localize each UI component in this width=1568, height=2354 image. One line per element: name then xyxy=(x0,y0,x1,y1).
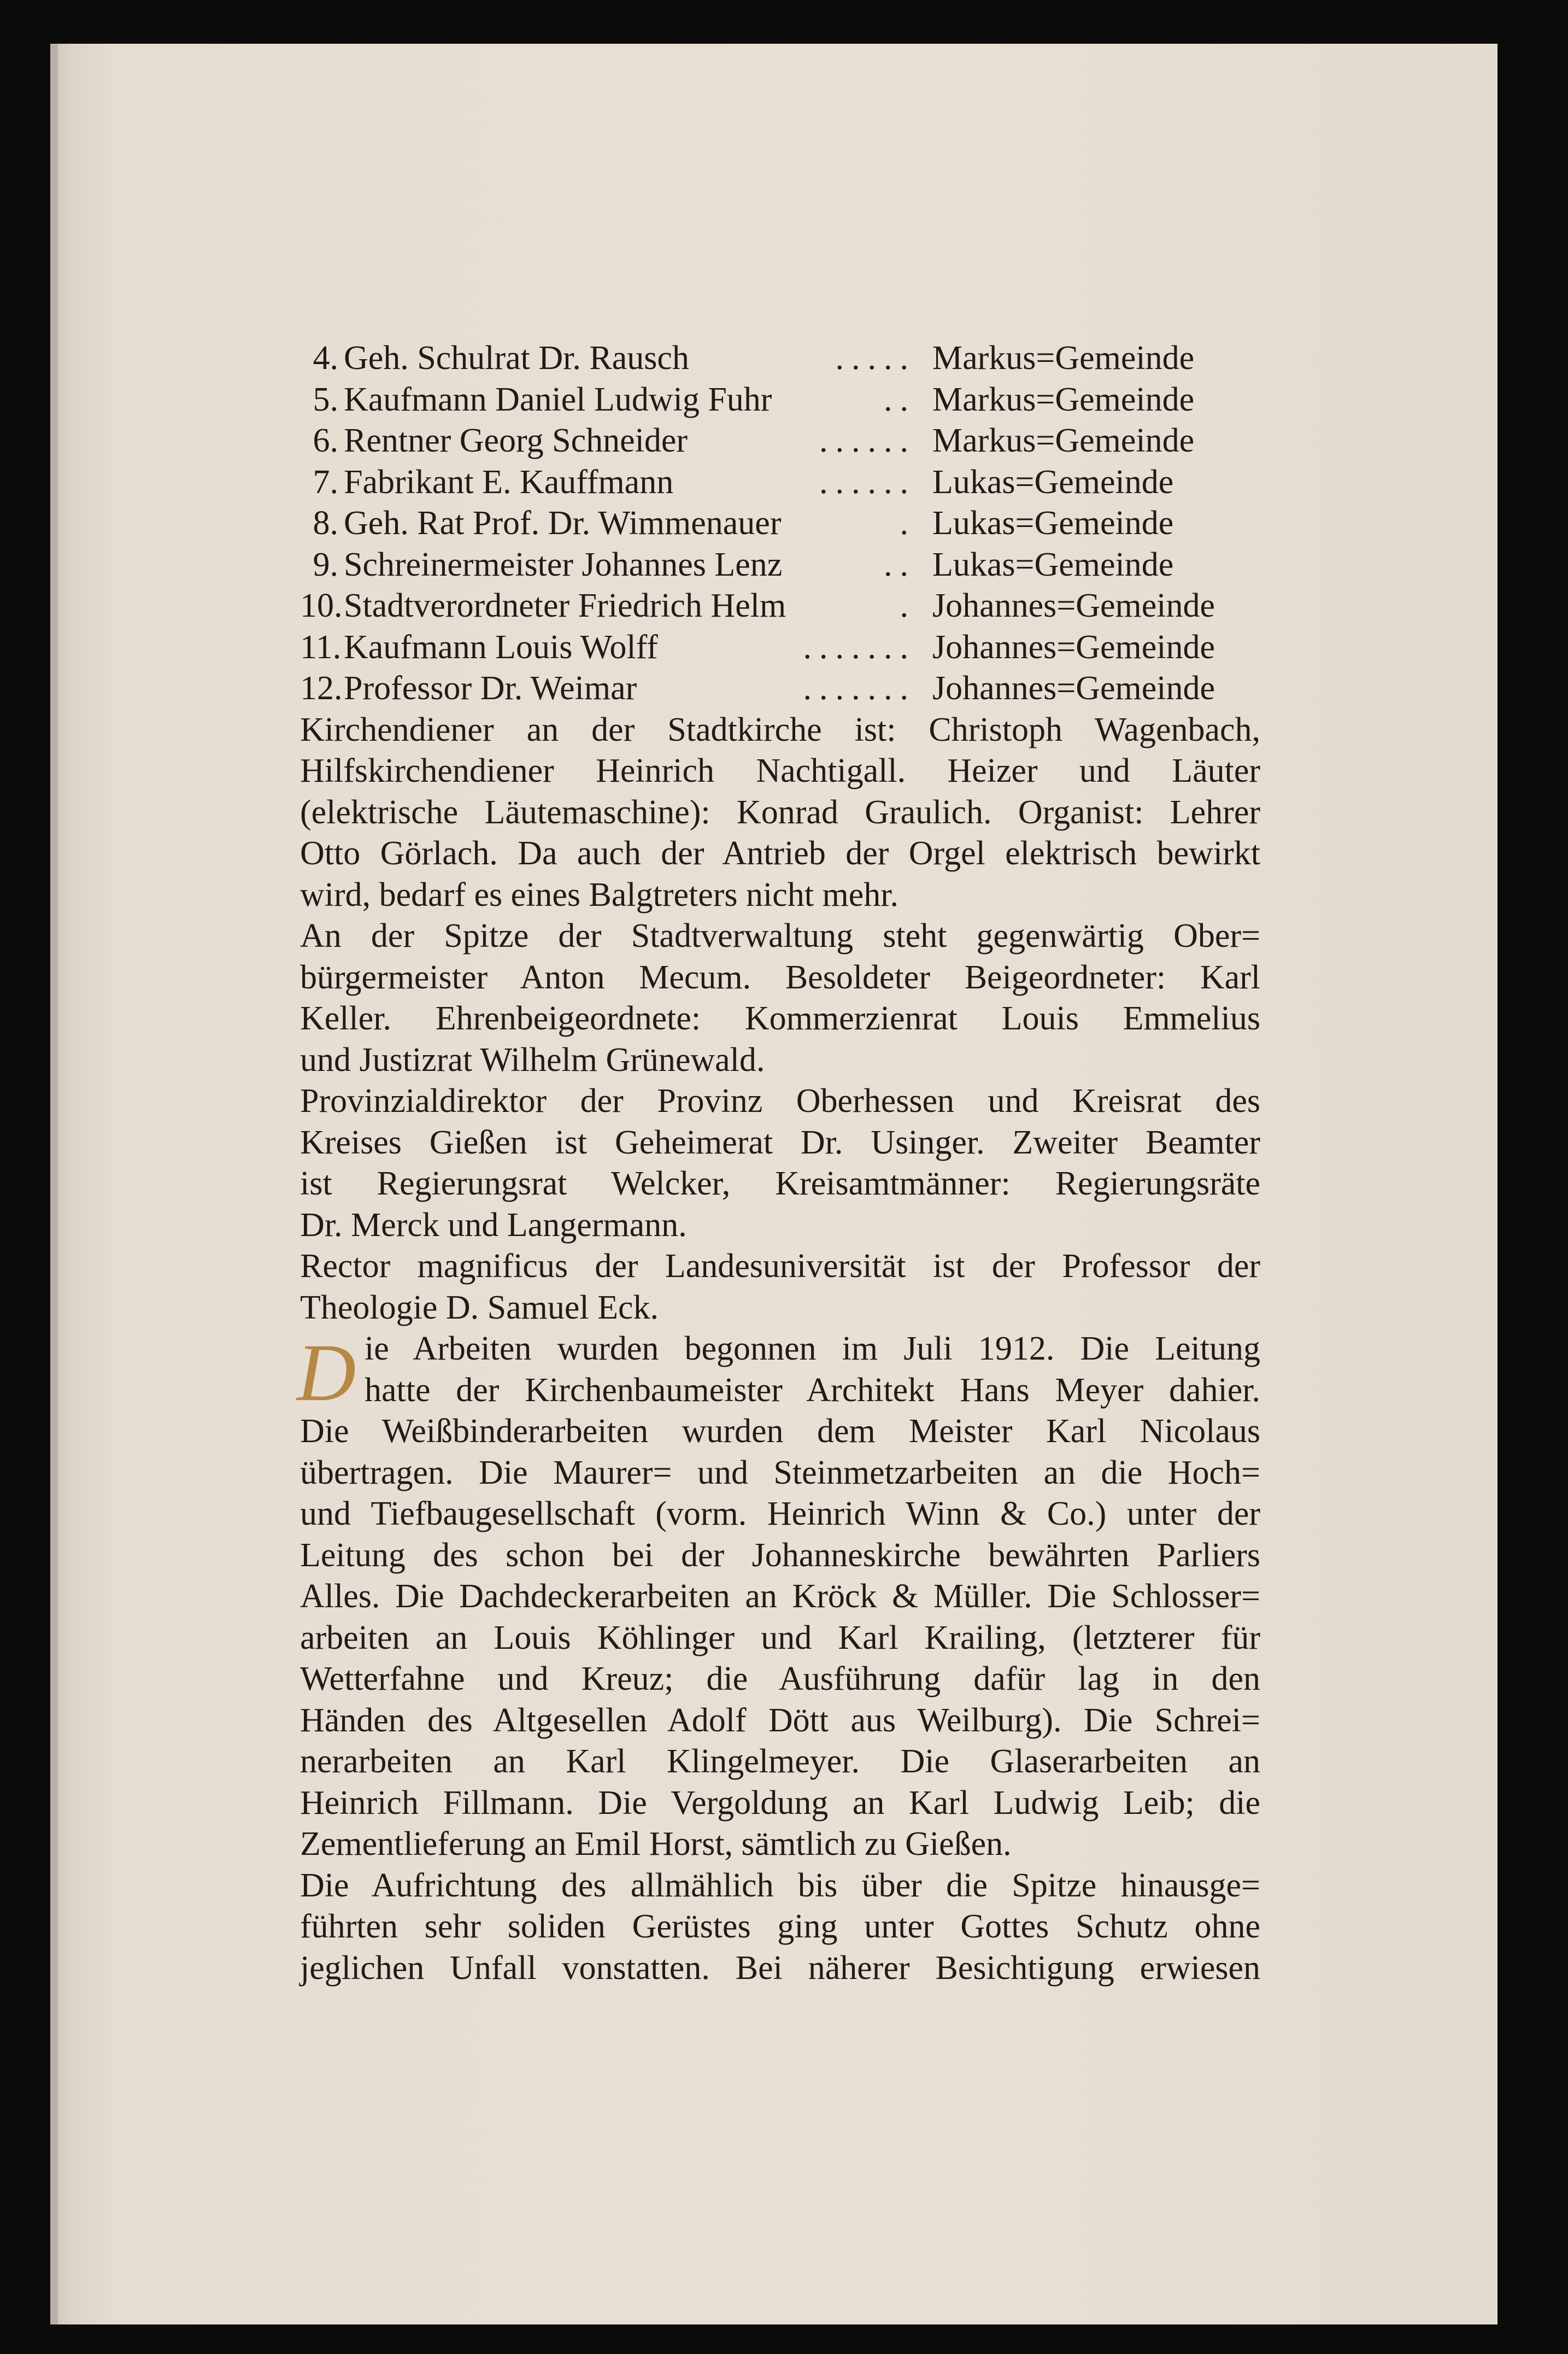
text-line: ist Regierungsrat Welcker, Kreisamtmänner: Regierungsräte xyxy=(300,1165,1260,1202)
paragraph xyxy=(300,1081,1260,1246)
text-line: Otto Görlach. Da auch der Antrieb der Orgel elektrisch bewirkt xyxy=(300,835,1260,872)
leader-dots: ...... xyxy=(819,463,916,501)
text-line: Keller. Ehrenbeigeordnete: Kommerzienrat Louis Emmelius xyxy=(300,1000,1260,1037)
item-number: 6. xyxy=(313,422,338,459)
text-line: Händen des Altgesellen Adolf Dött aus Weilburg). Die Schrei= xyxy=(300,1701,1260,1739)
text-line: Provinzialdirektor der Provinz Oberhessen und Kreisrat des xyxy=(300,1082,1260,1120)
text-line: nerarbeiten an Karl Klingelmeyer. Die Glaserarbeiten an xyxy=(300,1743,1260,1780)
text-line: bürgermeister Anton Mecum. Besoldeter Beigeordneter: Karl xyxy=(300,958,1260,996)
member-name: Rentner Georg Schneider xyxy=(344,422,688,459)
text-line: Wetterfahne und Kreuz; die Ausführung dafür lag in den xyxy=(300,1660,1260,1697)
list-item xyxy=(300,544,1260,586)
leader-dots: .. xyxy=(884,380,916,418)
leader-dots: ...... xyxy=(819,422,916,459)
item-number: 12. xyxy=(300,670,343,707)
parish-name: Johannes=Gemeinde xyxy=(932,587,1215,624)
member-name: Kaufmann Louis Wolff xyxy=(344,628,658,666)
text-line: Hilfskirchendiener Heinrich Nachtigall. Heizer und Läuter xyxy=(300,752,1260,789)
text-line: Theologie D. Samuel Eck. xyxy=(300,1289,659,1326)
drop-cap: D xyxy=(297,1327,356,1418)
member-name: Stadtverordneter Friedrich Helm xyxy=(344,587,786,624)
text-line: jeglichen Unfall vonstatten. Bei näherer Besichtigung erwiesen xyxy=(300,1949,1260,1987)
text-line: Rector magnificus der Landesuniversität ist der Professor der xyxy=(300,1248,1260,1285)
page-text xyxy=(297,338,1260,1989)
parish-name: Markus=Gemeinde xyxy=(932,339,1195,377)
text-line: Alles. Die Dachdeckerarbeiten an Kröck & Müller. Die Schlosser= xyxy=(300,1578,1260,1615)
parish-name: Markus=Gemeinde xyxy=(932,422,1195,459)
list-item xyxy=(300,462,1260,503)
text-line: wird, bedarf es eines Balgtreters nicht mehr. xyxy=(300,876,898,914)
list-item xyxy=(300,503,1260,544)
text-line: Kreises Gießen ist Geheimerat Dr. Usinger. Zweiter Beamter xyxy=(300,1123,1260,1161)
list-item xyxy=(300,627,1260,669)
text-line: Die Aufrichtung des allmählich bis über die Spitze hinausge= xyxy=(300,1866,1260,1904)
text-line: und Tiefbaugesellschaft (vorm. Heinrich Winn & Co.) unter der xyxy=(300,1495,1260,1532)
list-item xyxy=(300,379,1260,421)
text-line: hatte der Kirchenbaumeister Architekt Hans Meyer dahier. xyxy=(365,1371,1260,1409)
text-line: Heinrich Fillmann. Die Vergoldung an Karl Ludwig Leib; die xyxy=(300,1784,1260,1822)
text-line: An der Spitze der Stadtverwaltung steht gegenwärtig Ober= xyxy=(300,917,1260,955)
parish-name: Lukas=Gemeinde xyxy=(932,463,1174,501)
item-number: 10. xyxy=(300,587,343,624)
text-line: Leitung des schon bei der Johanneskirche bewährten Parliers xyxy=(300,1536,1260,1574)
list-item xyxy=(300,420,1260,462)
text-line: Kirchendiener an der Stadtkirche ist: Christoph Wagenbach, xyxy=(300,711,1260,748)
leader-dots: ..... xyxy=(835,339,916,377)
leader-dots: .. xyxy=(884,546,916,583)
parish-name: Lukas=Gemeinde xyxy=(932,546,1174,583)
item-number: 7. xyxy=(313,463,338,501)
member-name: Professor Dr. Weimar xyxy=(344,670,637,707)
list-item xyxy=(300,338,1260,379)
text-line: und Justizrat Wilhelm Grünewald. xyxy=(300,1041,765,1079)
item-number: 4. xyxy=(313,339,338,377)
parish-name: Johannes=Gemeinde xyxy=(932,670,1215,707)
text-line: Die Weißbinderarbeiten wurden dem Meister Karl Nicolaus xyxy=(300,1413,1260,1450)
paragraph xyxy=(300,916,1260,1081)
paragraph xyxy=(300,710,1260,916)
text-line: (elektrische Läutemaschine): Konrad Graulich. Organist: Lehrer xyxy=(300,793,1260,831)
item-number: 8. xyxy=(313,505,338,542)
text-line: Zementlieferung an Emil Horst, sämtlich zu Gießen. xyxy=(300,1825,1012,1863)
member-name: Geh. Schulrat Dr. Rausch xyxy=(344,339,689,377)
member-name: Geh. Rat Prof. Dr. Wimmenauer xyxy=(344,505,782,542)
text-line: Dr. Merck und Langermann. xyxy=(300,1206,687,1244)
parish-name: Lukas=Gemeinde xyxy=(932,505,1174,542)
text-line: arbeiten an Louis Köhlinger und Karl Krailing, (letzterer für xyxy=(300,1619,1260,1656)
item-number: 9. xyxy=(313,546,338,583)
list-item xyxy=(300,668,1260,710)
text-line: übertragen. Die Maurer= und Steinmetzarbeiten an die Hoch= xyxy=(300,1454,1260,1491)
leader-dots: . xyxy=(900,505,916,542)
construction-paragraph xyxy=(297,1327,1260,1865)
leader-dots: . xyxy=(900,587,916,624)
leader-dots: ....... xyxy=(803,628,916,666)
council-member-list xyxy=(300,338,1260,710)
text-line: führten sehr soliden Gerüstes ging unter Gottes Schutz ohne xyxy=(300,1908,1260,1945)
list-item xyxy=(300,585,1260,627)
parish-name: Johannes=Gemeinde xyxy=(932,628,1215,666)
page-gutter xyxy=(50,44,58,2324)
scaffold-paragraph xyxy=(300,1865,1260,1989)
parish-name: Markus=Gemeinde xyxy=(932,380,1195,418)
paragraph xyxy=(300,1246,1260,1328)
item-number: 5. xyxy=(313,380,338,418)
member-name: Schreinermeister Johannes Lenz xyxy=(344,546,783,583)
text-line: ie Arbeiten wurden begonnen im Juli 1912. Die Leitung xyxy=(365,1330,1260,1367)
member-name: Fabrikant E. Kauffmann xyxy=(344,463,674,501)
leader-dots: ....... xyxy=(803,670,916,707)
member-name: Kaufmann Daniel Ludwig Fuhr xyxy=(344,380,772,418)
staff-paragraphs xyxy=(300,710,1260,1329)
item-number: 11. xyxy=(300,628,342,666)
